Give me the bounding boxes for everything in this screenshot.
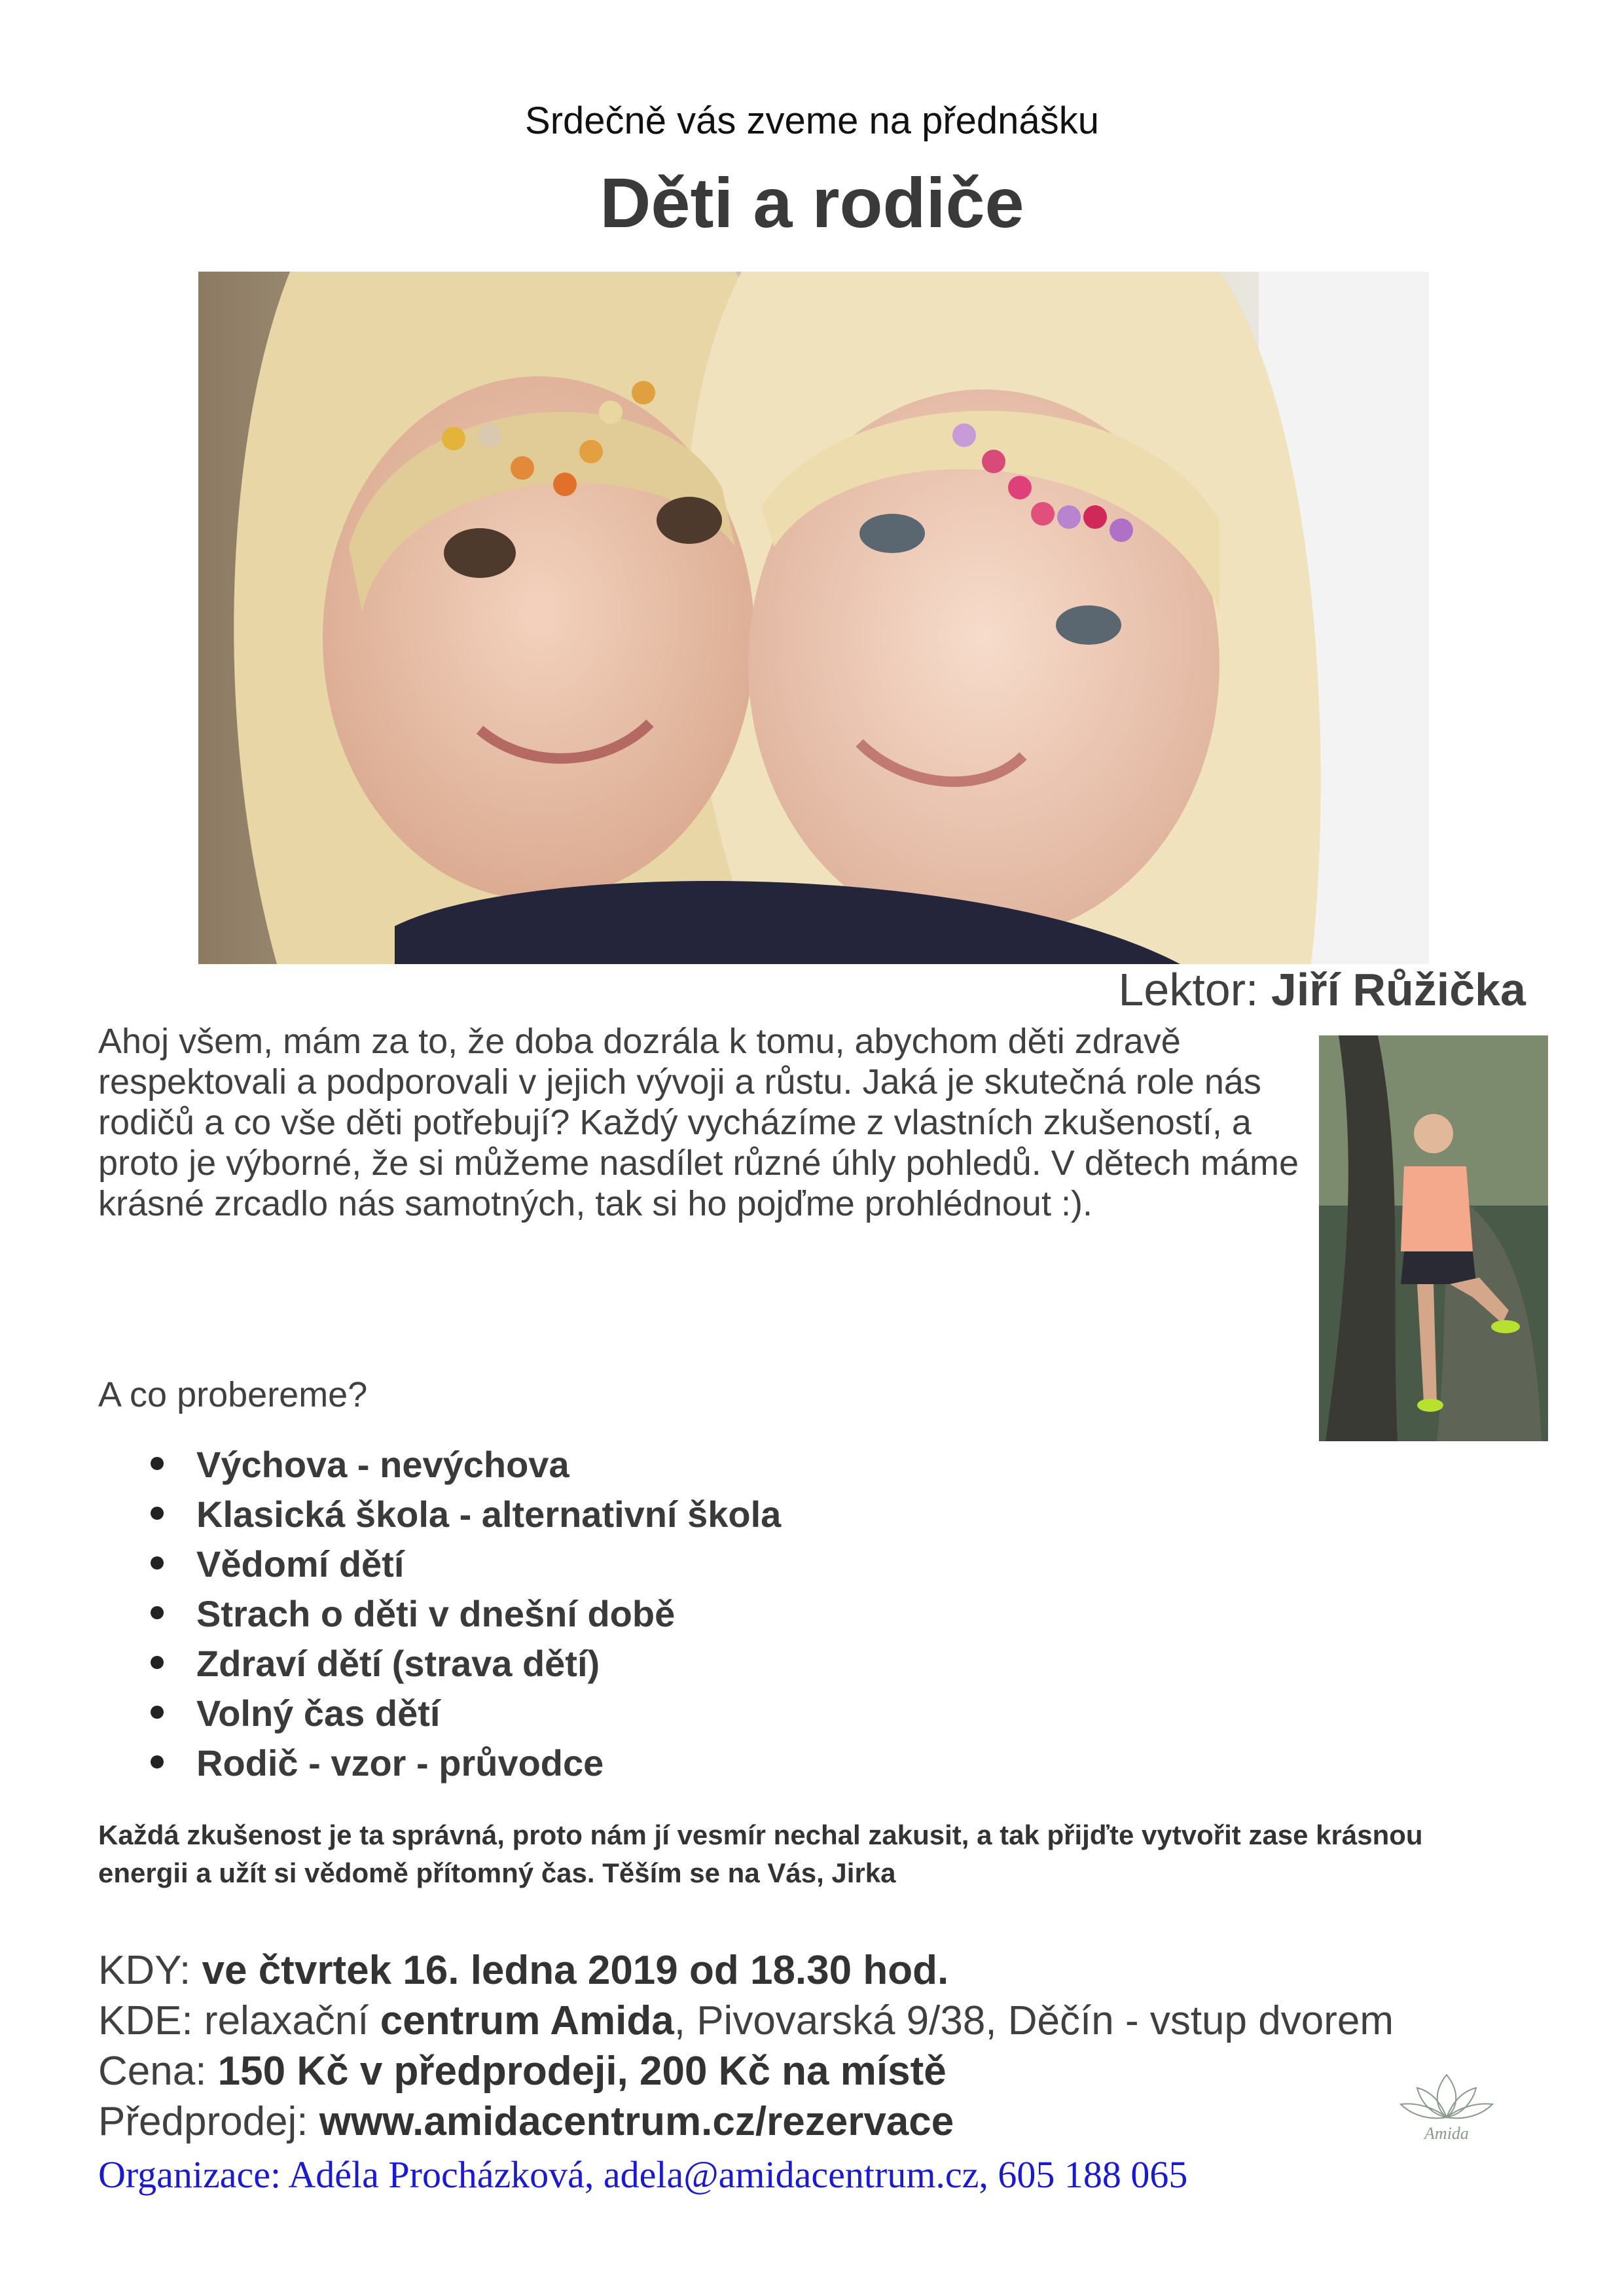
where-label: KDE: relaxační	[98, 1998, 380, 2043]
presale-label: Předprodej:	[98, 2099, 319, 2144]
price-label: Cena:	[98, 2049, 218, 2094]
bullet-icon	[151, 1656, 164, 1669]
bullet-icon	[151, 1507, 164, 1520]
children-photo	[198, 272, 1429, 964]
where-venue: centrum Amida	[380, 1998, 674, 2043]
lecturer-line	[1118, 962, 1526, 1017]
lecturer-label: Lektor:	[1118, 964, 1271, 1015]
list-item: Volný čas dětí	[196, 1689, 781, 1738]
presale-link[interactable]: www.amidacentrum.cz/rezervace	[319, 2099, 954, 2144]
list-item: Strach o děti v dnešní době	[196, 1589, 781, 1639]
list-item: Vědomí dětí	[196, 1539, 781, 1589]
bullet-icon	[151, 1706, 164, 1719]
bullet-icon	[151, 1755, 164, 1768]
lecturer-photo-illustration	[1319, 1035, 1548, 1441]
price-line	[98, 2048, 947, 2095]
amida-logo	[1394, 2062, 1499, 2147]
logo-text: Amida	[1424, 2124, 1469, 2143]
lecturer-name: Jiří Růžička	[1271, 964, 1526, 1015]
lecturer-photo	[1319, 1035, 1548, 1441]
children-photo-illustration	[198, 272, 1429, 964]
where-line	[98, 1998, 1394, 2045]
topics-list	[196, 1440, 781, 1788]
when-value: ve čtvrtek 16. ledna 2019 od 18.30 hod.	[202, 1948, 949, 1993]
presale-line	[98, 2098, 954, 2145]
lotus-icon	[1394, 2062, 1499, 2147]
topics-heading: A co probereme?	[98, 1375, 368, 1414]
where-address: , Pivovarská 9/38, Děčín - vstup dvorem	[674, 1998, 1394, 2043]
price-value: 150 Kč v předprodeji, 200 Kč na místě	[217, 2049, 947, 2094]
bullet-icon	[151, 1556, 164, 1570]
when-label: KDY:	[98, 1948, 202, 1993]
when-line	[98, 1947, 948, 1994]
invitation-line: Srdečně vás zveme na přednášku	[525, 99, 1099, 142]
list-item: Klasická škola - alternativní škola	[196, 1490, 781, 1539]
page-title: Děti a rodiče	[600, 163, 1024, 242]
bullet-icon	[151, 1606, 164, 1619]
intro-paragraph: Ahoj všem, mám za to, že doba dozrála k tomu, abychom děti zdravě respektovali a podporovali v jejich vývoji a růstu. Jaká je skutečná role nás rodičů a co vše děti potřebují? Každý vycházíme z vlastních zkušeností, a proto je výborné, že si můžeme nasdílet různé úhly pohledů. V dětech máme krásné zrcadlo nás samotných, tak si ho pojďme prohlédnout :).	[98, 1022, 1299, 1223]
organizer-line: Organizace: Adéla Procházková, adela@amidacentrum.cz, 605 188 065	[98, 2153, 1188, 2196]
closing-paragraph: Každá zkušenost je ta správná, proto nám jí vesmír nechal zakusit, a tak přijďte vytvořit zase krásnou energii a užít si vědomě přítomný čas. Těším se na Vás, Jirka	[98, 1820, 1423, 1888]
bullet-icon	[151, 1457, 164, 1470]
list-item: Zdraví dětí (strava dětí)	[196, 1639, 781, 1689]
list-item: Rodič - vzor - průvodce	[196, 1738, 781, 1788]
list-item: Výchova - nevýchova	[196, 1440, 781, 1490]
